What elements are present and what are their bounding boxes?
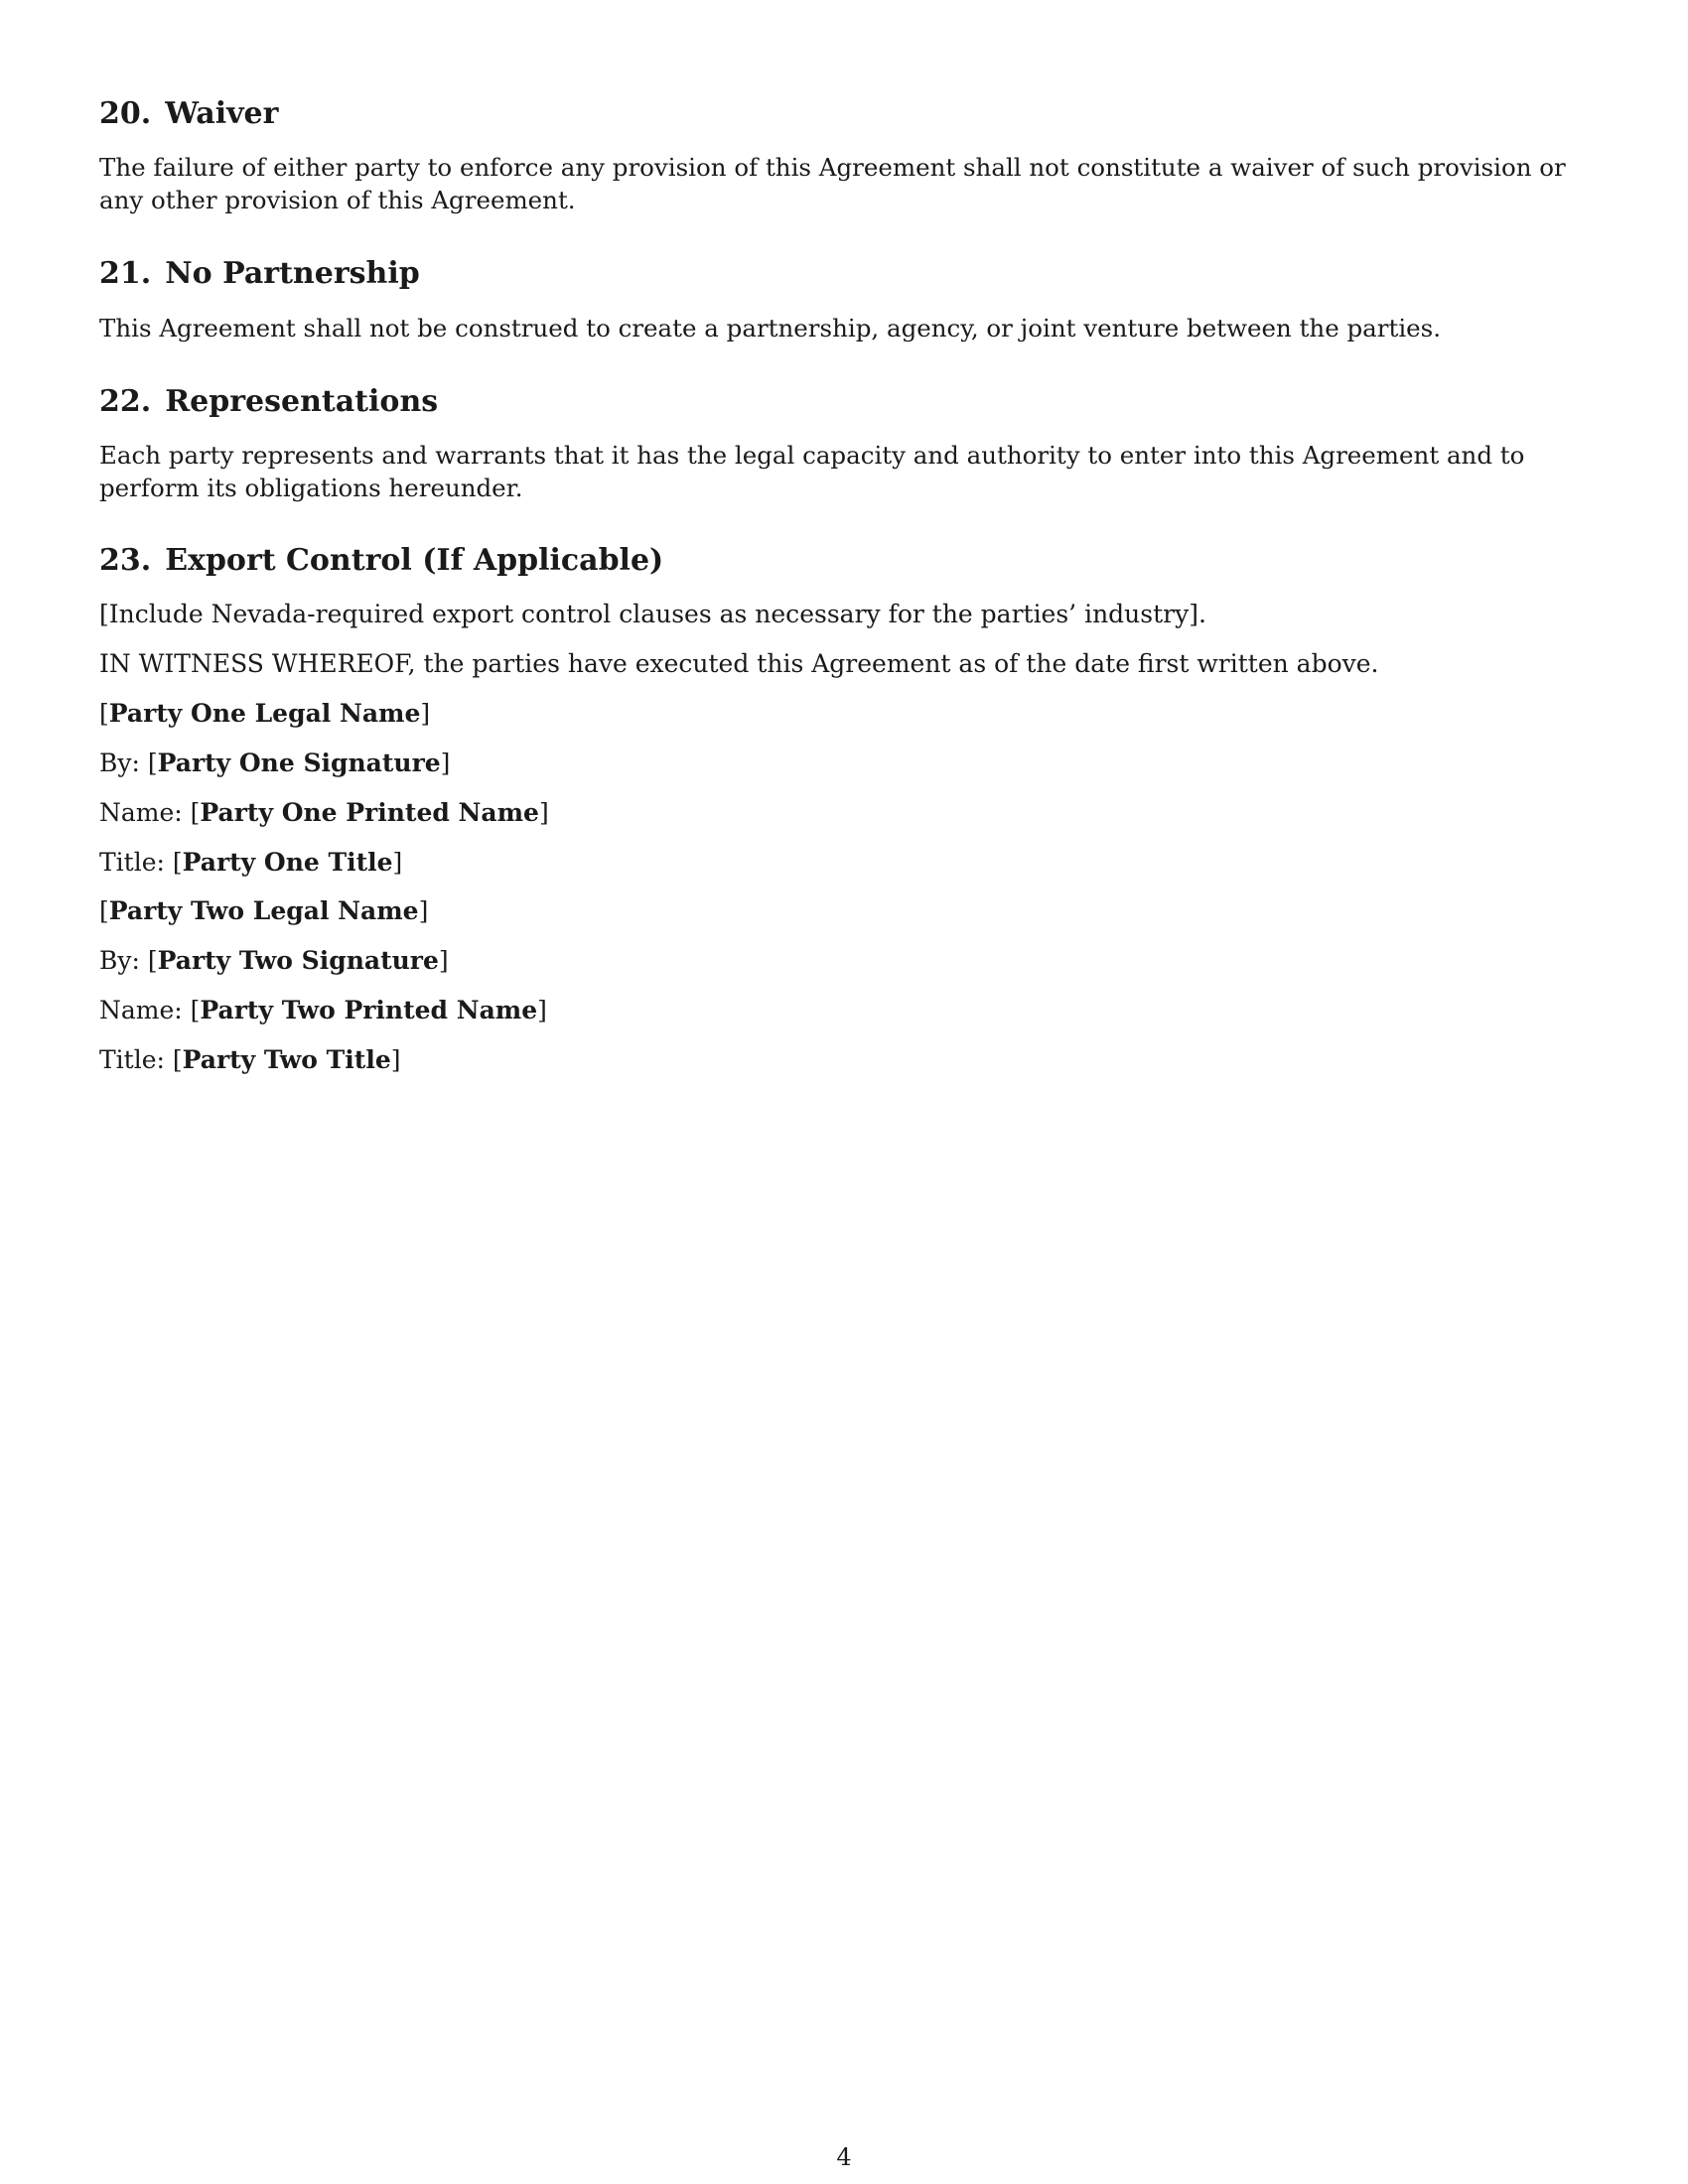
document-page [99, 0, 1589, 2184]
party-one-title-line: Title: [Party One Title] [99, 848, 403, 877]
page-number: 4 [836, 2143, 852, 2171]
section-title: No Partnership [165, 256, 420, 291]
section-heading [99, 254, 420, 294]
title-label: Title: [99, 1045, 165, 1074]
section-number: 23. [99, 543, 152, 578]
section-heading [99, 382, 438, 422]
section-title: Export Control (If Applicable) [165, 543, 664, 578]
party-one-signature: Party One Signature [157, 749, 441, 777]
section-paragraph: Each party represents and warrants that it has the legal capacity and authority to enter into this Agreement and to perform its obligations hereunder. [99, 441, 1525, 502]
section-title: Representations [165, 384, 439, 419]
section-heading [99, 541, 663, 581]
title-label: Title: [99, 848, 165, 877]
section-paragraph: This Agreement shall not be construed to create a partnership, agency, or joint venture between the parties. [99, 314, 1442, 342]
section-number: 21. [99, 256, 152, 291]
name-label: Name: [99, 996, 183, 1024]
witness-statement: IN WITNESS WHEREOF, the parties have executed this Agreement as of the date first written above. [99, 649, 1379, 678]
party-two-title-line: Title: [Party Two Title] [99, 1045, 401, 1074]
party-one-legal-name: [Party One Legal Name] [99, 699, 431, 728]
section-title: Waiver [165, 96, 279, 131]
party-two-signature: Party Two Signature [157, 946, 439, 975]
name-label: Name: [99, 798, 183, 827]
section-paragraph: The failure of either party to enforce any provision of this Agreement shall not constitute a waiver of such provision or any other provision of this Agreement. [99, 153, 1566, 214]
party-two-legal-name-value: Party Two Legal Name [108, 896, 419, 925]
section-number: 22. [99, 384, 152, 419]
party-two-title: Party Two Title [182, 1045, 391, 1074]
party-one-legal-name-value: Party One Legal Name [108, 699, 421, 728]
section-heading [99, 94, 278, 134]
party-two-name-line: Name: [Party Two Printed Name] [99, 996, 547, 1024]
party-two-legal-name: [Party Two Legal Name] [99, 896, 429, 925]
party-one-by-line: By: [Party One Signature] [99, 749, 451, 777]
section-number: 20. [99, 96, 152, 131]
party-one-printed-name: Party One Printed Name [200, 798, 539, 827]
party-two-printed-name: Party Two Printed Name [200, 996, 538, 1024]
party-one-title: Party One Title [182, 848, 393, 877]
party-one-name-line: Name: [Party One Printed Name] [99, 798, 549, 827]
by-label: By: [99, 749, 140, 777]
section-paragraph: [Include Nevada-required export control clauses as necessary for the parties’ industry]. [99, 600, 1206, 628]
by-label: By: [99, 946, 140, 975]
party-two-by-line: By: [Party Two Signature] [99, 946, 449, 975]
